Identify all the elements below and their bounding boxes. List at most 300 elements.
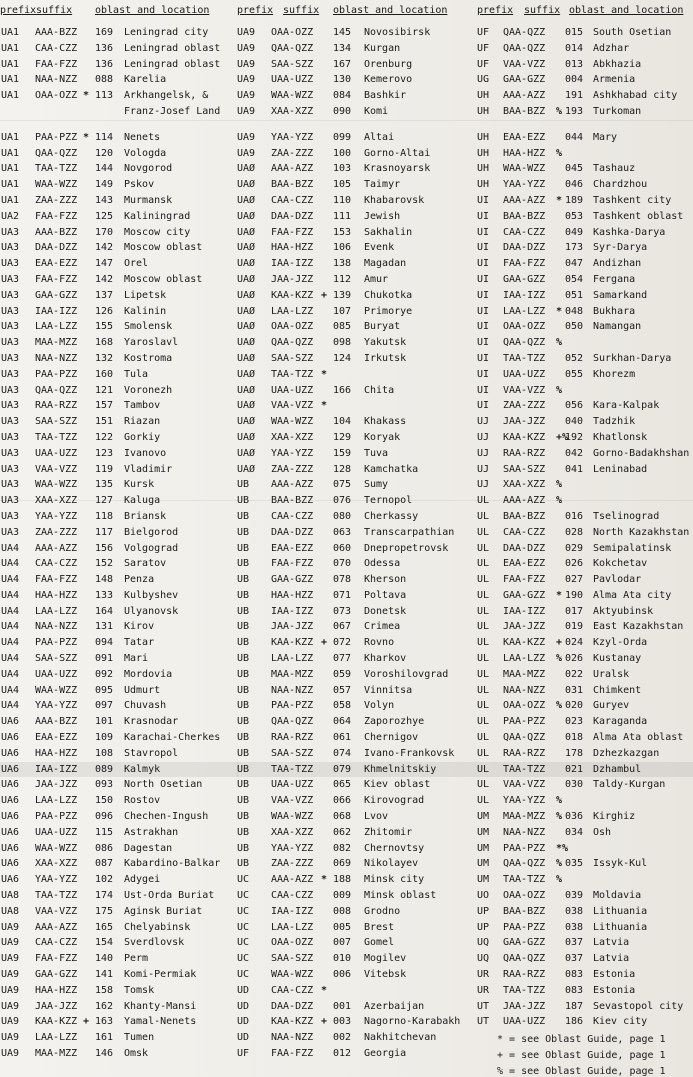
suffix-cell: FAA-FZZ [35, 574, 78, 586]
prefix-cell: UL [477, 574, 490, 586]
prefix-cell: UM [477, 858, 490, 870]
prefix-cell: UB [237, 779, 250, 791]
suffix-cell: FAA-FZZ [271, 558, 314, 570]
oblast-number: 106 [333, 242, 352, 254]
prefix-cell: UB [237, 826, 250, 838]
note-marker: + [321, 1016, 328, 1028]
prefix-cell: UM [477, 842, 490, 854]
table-row [237, 730, 477, 746]
note-marker: + [83, 1016, 90, 1028]
oblast-number: 186 [565, 1016, 584, 1028]
location-name: Briansk [124, 510, 167, 522]
suffix-cell: AAA-AZZ [35, 921, 78, 933]
table-row [0, 746, 238, 762]
location-name: Kurgan [364, 42, 401, 54]
prefix-cell: UB [237, 558, 250, 570]
suffix-cell: GAA-GZZ [35, 289, 78, 301]
suffix-cell: PAA-PZZ [271, 700, 314, 712]
oblast-number: 077 [333, 653, 352, 665]
suffix-cell: PAA-PZZ [503, 842, 546, 854]
oblast-number: 109 [95, 732, 114, 744]
oblast-number: 150 [95, 795, 114, 807]
table-row [0, 256, 238, 272]
prefix-cell: UC [237, 874, 250, 886]
oblast-number: 066 [333, 795, 352, 807]
suffix-cell: LAA-LZZ [503, 653, 546, 665]
oblast-number: 090 [333, 105, 352, 117]
location-name: Khabarovsk [364, 194, 425, 206]
table-row [237, 967, 477, 983]
prefix-cell: UAØ [237, 273, 256, 285]
oblast-number: 016 [565, 510, 584, 522]
location-name: Riazan [124, 416, 161, 428]
table-row [477, 604, 693, 620]
paper-fold [0, 120, 693, 121]
prefix-cell: UI [477, 352, 490, 364]
suffix-cell: TAA-TZZ [503, 984, 546, 996]
table-row [477, 209, 693, 225]
table-row [0, 462, 238, 478]
prefix-cell: UA8 [1, 905, 20, 917]
table-row [237, 525, 477, 541]
table-row [237, 572, 477, 588]
note-marker: % [556, 337, 563, 349]
note-marker: + [321, 637, 328, 649]
suffix-cell: FAA-FZZ [503, 574, 546, 586]
table-row [477, 888, 693, 904]
note-marker: * [83, 90, 90, 102]
prefix-cell: UL [477, 668, 490, 680]
suffix-cell: ZAA-ZZZ [271, 463, 314, 475]
suffix-cell: YAA-YZZ [271, 842, 314, 854]
suffix-cell: GAA-GZZ [503, 273, 546, 285]
oblast-number: 074 [333, 747, 352, 759]
prefix-cell: UB [237, 495, 250, 507]
suffix-cell: YAA-YZZ [35, 874, 78, 886]
table-row [0, 41, 238, 57]
suffix-cell: LAA-LZZ [271, 921, 314, 933]
location-name: Ashkhabad city [593, 90, 678, 102]
location-name: Aktyubinsk [593, 605, 654, 617]
table-row [237, 146, 477, 162]
location-name: Pavlodar [593, 574, 642, 586]
suffix-cell: KAA-KZZ [271, 637, 314, 649]
suffix-cell: UAA-UZZ [503, 368, 546, 380]
suffix-cell: WAA-WZZ [35, 842, 78, 854]
prefix-cell: UA4 [1, 637, 20, 649]
location-name: Sakhalin [364, 226, 413, 238]
table-row [0, 383, 238, 399]
location-name: Georgia [364, 1048, 407, 1059]
table-row [477, 41, 693, 57]
prefix-cell: UD [237, 1016, 250, 1028]
suffix-cell: GAA-GZZ [503, 589, 546, 601]
suffix-cell: JAA-JZZ [271, 621, 314, 633]
prefix-cell: UB [237, 653, 250, 665]
oblast-number: 190 [565, 589, 584, 601]
table-row [237, 72, 477, 88]
location-name: Gorkiy [124, 431, 161, 443]
suffix-cell: NAA-NZZ [35, 621, 78, 633]
oblast-number: 045 [565, 163, 584, 175]
note-marker: % [556, 479, 563, 491]
note-marker: % [556, 105, 563, 117]
table-row [237, 619, 477, 635]
prefix-cell: UB [237, 574, 250, 586]
prefix-cell: UAØ [237, 179, 256, 191]
table-row [477, 777, 693, 793]
location-name: Nenets [124, 131, 161, 143]
location-name: Vitebsk [364, 969, 407, 981]
table-row [237, 698, 477, 714]
oblast-number: 138 [333, 258, 352, 270]
column-2 [237, 0, 477, 1077]
table-row [237, 604, 477, 620]
oblast-number: 073 [333, 605, 352, 617]
oblast-number: 053 [565, 210, 584, 222]
suffix-cell: DAA-DZZ [503, 542, 546, 554]
table-row [477, 146, 693, 162]
oblast-number: 134 [333, 42, 352, 54]
location-name: Turkoman [593, 105, 642, 117]
prefix-cell: UA9 [237, 105, 256, 117]
prefix-cell: UB [237, 716, 250, 728]
location-name: Samarkand [593, 289, 648, 301]
suffix-cell: DAA-DZZ [271, 210, 314, 222]
note-marker: + [556, 637, 563, 649]
oblast-number: 027 [565, 574, 584, 586]
suffix-cell: OAA-OZZ [271, 321, 314, 333]
table-row [237, 762, 477, 778]
suffix-cell: BAA-BZZ [503, 905, 546, 917]
prefix-cell: UAØ [237, 431, 256, 443]
oblast-number: 076 [333, 495, 352, 507]
suffix-cell: YAA-YZZ [503, 179, 546, 191]
table-row [477, 446, 693, 462]
suffix-cell: QAA-QZZ [271, 42, 314, 54]
location-name: Cherkassy [364, 510, 419, 522]
table-row [477, 57, 693, 73]
column-1 [0, 0, 238, 1077]
suffix-cell: RAA-RZZ [503, 969, 546, 981]
table-row [0, 161, 238, 177]
oblast-number: 169 [95, 27, 114, 38]
table-row [237, 935, 477, 951]
suffix-cell: QAA-QZZ [35, 147, 78, 159]
prefix-cell: UAØ [237, 210, 256, 222]
suffix-cell: JAA-JZZ [35, 779, 78, 791]
suffix-cell: AAA-AZZ [35, 542, 78, 554]
location-name: Karelia [124, 74, 167, 86]
oblast-number: 149 [95, 179, 114, 191]
prefix-cell: UA6 [1, 858, 20, 870]
prefix-cell: UA9 [1, 984, 20, 996]
suffix-cell: FAA-FZZ [271, 226, 314, 238]
location-name: Tambov [124, 400, 161, 412]
suffix-cell: PAA-PZZ [35, 637, 78, 649]
oblast-number: 133 [95, 589, 114, 601]
location-name: Krasnoyarsk [364, 163, 431, 175]
table-row [477, 651, 693, 667]
location-name: Kherson [364, 574, 407, 586]
oblast-number: 051 [565, 289, 584, 301]
table-row [237, 1030, 477, 1046]
oblast-number: 048 [565, 305, 584, 317]
prefix-cell: UI [477, 210, 490, 222]
suffix-cell: LAA-LZZ [503, 305, 546, 317]
oblast-number: 026 [565, 653, 584, 665]
suffix-cell: CAA-CZZ [503, 526, 546, 538]
oblast-number: 188 [333, 874, 352, 886]
location-name: Latvia [593, 937, 630, 949]
suffix-cell: TAA-TZZ [503, 763, 546, 775]
prefix-cell: UA9 [1, 1048, 20, 1059]
oblast-number: 021 [565, 763, 584, 775]
suffix-cell: TAA-TZZ [271, 368, 314, 380]
location-name: Pskov [124, 179, 155, 191]
oblast-number: 024 [565, 637, 584, 649]
prefix-cell: UI [477, 258, 490, 270]
suffix-cell: AAA-AZZ [503, 90, 546, 102]
table-row [477, 288, 693, 304]
prefix-cell: UQ [477, 953, 490, 965]
table-row [0, 635, 238, 651]
location-name: Syr-Darya [593, 242, 648, 254]
oblast-number: 095 [95, 684, 114, 696]
prefix-cell: UC [237, 905, 250, 917]
suffix-cell: CAA-CZZ [271, 510, 314, 522]
oblast-number: 062 [333, 826, 352, 838]
suffix-cell: OAA-OZZ [503, 890, 546, 902]
suffix-cell: JAA-JZZ [271, 273, 314, 285]
prefix-cell: UAØ [237, 305, 256, 317]
location-name: Chernovtsy [364, 842, 425, 854]
oblast-number: 130 [333, 74, 352, 86]
oblast-number: 193 [565, 105, 584, 117]
location-name: Orenburg [364, 58, 413, 70]
table-row [0, 525, 238, 541]
location-name: Lithuania [593, 921, 648, 933]
table-row [237, 683, 477, 699]
table-row [477, 825, 693, 841]
table-row [0, 88, 238, 104]
suffix-cell: AAA-BZZ [35, 27, 78, 38]
table-row [0, 683, 238, 699]
row-spacer [477, 120, 693, 130]
table-row [477, 541, 693, 557]
table-row [477, 161, 693, 177]
oblast-number: 111 [333, 210, 352, 222]
prefix-cell: UA3 [1, 226, 20, 238]
location-name: Gorno-Badakhshan [593, 447, 690, 459]
prefix-cell: UL [477, 795, 490, 807]
suffix-cell: CAA-CZZ [503, 226, 546, 238]
location-name: Leningrad oblast [124, 58, 221, 70]
suffix-cell: AAA-BZZ [35, 716, 78, 728]
suffix-cell: HAA-HZZ [271, 242, 314, 254]
oblast-number: 126 [95, 305, 114, 317]
table-row [477, 525, 693, 541]
table-row [0, 1014, 238, 1030]
suffix-cell: YAA-YZZ [271, 131, 314, 143]
location-name: Kalinin [124, 305, 167, 317]
oblast-number: 083 [565, 969, 584, 981]
prefix-cell: UL [477, 763, 490, 775]
table-row [237, 1046, 477, 1062]
location-name: Astrakhan [124, 826, 179, 838]
table-row [477, 430, 693, 446]
table-row [237, 809, 477, 825]
suffix-cell: PAA-PZZ [35, 131, 78, 143]
suffix-cell: CAA-CZZ [271, 984, 314, 996]
table-row [477, 572, 693, 588]
table-row [477, 177, 693, 193]
oblast-number: 012 [333, 1048, 352, 1059]
prefix-cell: UH [477, 131, 490, 143]
location-name: Estonia [593, 984, 636, 996]
suffix-cell: YAA-YZZ [35, 700, 78, 712]
table-row [237, 256, 477, 272]
prefix-cell: UA9 [237, 27, 256, 38]
table-row [0, 193, 238, 209]
prefix-cell: UL [477, 621, 490, 633]
suffix-cell: AAA-AZZ [271, 163, 314, 175]
oblast-number: 060 [333, 542, 352, 554]
oblast-number: 143 [95, 194, 114, 206]
location-name: Komi [364, 105, 389, 117]
table-row [0, 825, 238, 841]
prefix-cell: UA3 [1, 416, 20, 428]
location-name: Gomel [364, 937, 395, 949]
location-name: Bielgorod [124, 526, 179, 538]
prefix-cell: UL [477, 495, 490, 507]
suffix-cell: JAA-JZZ [503, 416, 546, 428]
oblast-number: 098 [333, 337, 352, 349]
header-suffix: suffix [36, 5, 73, 16]
table-row [477, 367, 693, 383]
table-row [0, 104, 238, 120]
oblast-number: 110 [333, 194, 352, 206]
prefix-cell: UD [237, 1000, 250, 1012]
prefix-cell: UI [477, 368, 490, 380]
prefix-cell: UA3 [1, 447, 20, 459]
table-row [477, 951, 693, 967]
suffix-cell: SAA-SZZ [503, 463, 546, 475]
prefix-cell: UI [477, 289, 490, 301]
note-marker: * [556, 194, 563, 206]
table-row [237, 714, 477, 730]
table-row [477, 383, 693, 399]
oblast-number: 102 [95, 874, 114, 886]
table-row [0, 872, 238, 888]
note-marker: % [556, 795, 563, 807]
location-name: Kzyl-Orda [593, 637, 648, 649]
oblast-number: 072 [333, 637, 352, 649]
table-row [477, 619, 693, 635]
table-row [477, 414, 693, 430]
table-row [237, 351, 477, 367]
oblast-number: 020 [565, 700, 584, 712]
prefix-cell: UI [477, 273, 490, 285]
prefix-cell: UA9 [237, 147, 256, 159]
oblast-number: 014 [565, 42, 584, 54]
prefix-cell: UI [477, 337, 490, 349]
prefix-cell: UA4 [1, 558, 20, 570]
location-name: Ust-Orda Buriat [124, 890, 215, 902]
prefix-cell: UA3 [1, 400, 20, 412]
prefix-cell: UI [477, 194, 490, 206]
location-name: Adygei [124, 874, 161, 886]
table-row [237, 651, 477, 667]
location-name: Armenia [593, 74, 636, 86]
location-name: Dzhezkazgan [593, 747, 660, 759]
row-spacer [0, 120, 238, 130]
location-name: East Kazakhstan [593, 621, 684, 633]
location-name: Uralsk [593, 668, 630, 680]
table-row [237, 193, 477, 209]
prefix-cell: UL [477, 653, 490, 665]
prefix-cell: UAØ [237, 337, 256, 349]
prefix-cell: UA6 [1, 874, 20, 886]
prefix-cell: UB [237, 668, 250, 680]
oblast-number: 100 [333, 147, 352, 159]
suffix-cell: ZAA-ZZZ [271, 858, 314, 870]
location-name: Semipalatinsk [593, 542, 672, 554]
prefix-cell: UQ [477, 937, 490, 949]
location-name: North Kazakhstan [593, 526, 690, 538]
table-row [477, 588, 693, 604]
oblast-number: 145 [333, 27, 352, 38]
oblast-number: 192 [565, 431, 584, 443]
prefix-cell: UA9 [237, 42, 256, 54]
suffix-cell: BAA-BZZ [271, 495, 314, 507]
location-name: Karachai-Cherkes [124, 732, 221, 744]
table-row [237, 825, 477, 841]
oblast-number: 091 [95, 653, 114, 665]
oblast-number: 002 [333, 1032, 352, 1044]
location-name: Bashkir [364, 90, 407, 102]
table-row [0, 367, 238, 383]
suffix-cell: ZAA-ZZZ [35, 194, 78, 206]
table-row [0, 651, 238, 667]
prefix-cell: UA9 [1, 1016, 20, 1028]
location-name: Osh [593, 826, 612, 838]
note-marker: % [556, 147, 563, 159]
header-oblast: oblast and location [333, 5, 448, 16]
prefix-cell: UA3 [1, 337, 20, 349]
oblast-number: 137 [95, 289, 114, 301]
table-row [0, 920, 238, 936]
oblast-number: 103 [333, 163, 352, 175]
prefix-cell: UC [237, 969, 250, 981]
oblast-number: 022 [565, 668, 584, 680]
prefix-cell: UB [237, 542, 250, 554]
location-name: Ivano-Frankovsk [364, 747, 455, 759]
oblast-number: 162 [95, 1000, 114, 1012]
table-row [0, 240, 238, 256]
table-row [477, 351, 693, 367]
prefix-cell: UL [477, 716, 490, 728]
oblast-number: 055 [565, 368, 584, 380]
table-row [237, 951, 477, 967]
location-name: Sumy [364, 479, 389, 491]
oblast-number: 018 [565, 732, 584, 744]
location-name: Udmurt [124, 684, 161, 696]
table-row [477, 25, 693, 41]
oblast-number: 113 [95, 90, 114, 102]
suffix-cell: SAA-SZZ [271, 58, 314, 70]
prefix-cell: UA9 [1, 1000, 20, 1012]
